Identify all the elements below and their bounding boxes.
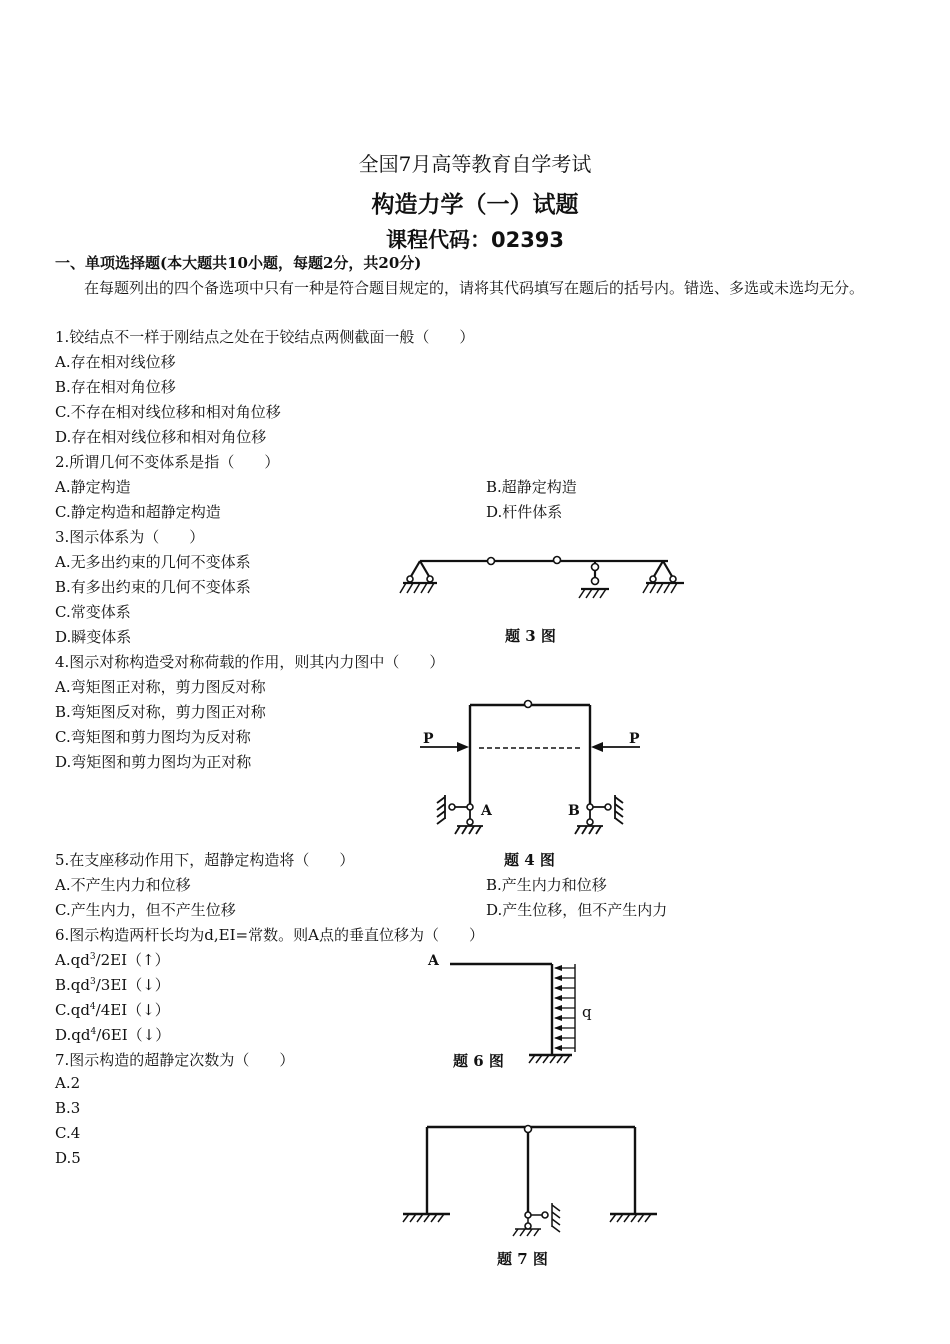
course-code: 课程代码：02393 xyxy=(385,228,565,252)
q7-stem: 7.图示构造的超静定次数为（ ） xyxy=(55,1051,295,1069)
figure-4-label-p-right: P xyxy=(629,731,640,747)
figure-7-diagram xyxy=(395,1120,665,1235)
section-instructions: 在每题列出的四个备选项中只有一种是符合题目规定的，请将其代码填写在题后的括号内。错选、多选或未选均无分。 xyxy=(84,279,865,297)
q2-option-d: D.杆件体系 xyxy=(486,503,563,521)
q7-option-d: D.5 xyxy=(55,1149,81,1167)
q3-option-d: D.瞬变体系 xyxy=(55,628,132,646)
figure-6-label-q: q xyxy=(582,1003,592,1021)
subject-title: 构造力学（一）试题 xyxy=(371,192,579,218)
figure-4-label-p-left: P xyxy=(423,731,434,747)
figure-4-label-b: B xyxy=(568,803,580,819)
figure-4-diagram xyxy=(415,695,655,840)
q4-option-c: C.弯矩图和剪力图均为反对称 xyxy=(55,728,251,746)
q3-option-b: B.有多出约束的几何不变体系 xyxy=(55,578,251,596)
q5-option-b: B.产生内力和位移 xyxy=(486,876,607,894)
figure-6-caption: 题 6 图 xyxy=(453,1052,504,1070)
q6-option-b: $B.qd^3/3EI(↓)$ xyxy=(55,976,170,994)
q3-stem: 3.图示体系为（ ） xyxy=(55,528,205,546)
q5-option-a: A.不产生内力和位移 xyxy=(55,876,191,894)
q6-option-a: $A.qd^3/2EI(↑)$ xyxy=(55,951,170,969)
q1-option-c: C.不存在相对线位移和相对角位移 xyxy=(55,403,281,421)
q5-stem: 5.在支座移动作用下，超静定构造将（ ） xyxy=(55,851,355,869)
q2-stem: 2.所谓几何不变体系是指（ ） xyxy=(55,453,280,471)
q6-stem: 6.图示构造两杆长均为d,EI=常数。则A点的垂直位移为（ ） xyxy=(55,926,484,944)
q6-option-d: $D.qd^4/6EI(↓)$ xyxy=(55,1026,171,1044)
q4-stem: 4.图示对称构造受对称荷载的作用，则其内力图中（ ） xyxy=(55,653,445,671)
exam-title: 全国7月高等教育自学考试 xyxy=(358,152,592,176)
section-heading: 一、单项选择题(本大题共10小题，每题2分，共20分) xyxy=(55,254,422,272)
figure-7-caption: 题 7 图 xyxy=(497,1250,548,1268)
figure-3-diagram xyxy=(395,545,695,605)
q4-option-d: D.弯矩图和剪力图均为正对称 xyxy=(55,753,252,771)
q2-option-b: B.超静定构造 xyxy=(486,478,577,496)
figure-4-label-a: A xyxy=(481,803,492,819)
q7-option-c: C.4 xyxy=(55,1124,81,1142)
q7-option-b: B.3 xyxy=(55,1099,81,1117)
figure-3-caption: 题 3 图 xyxy=(505,627,556,645)
figure-4-caption: 题 4 图 xyxy=(504,851,555,869)
q7-option-a: A.2 xyxy=(55,1074,81,1092)
q4-option-a: A.弯矩图正对称，剪力图反对称 xyxy=(55,678,266,696)
figure-6-diagram xyxy=(445,955,595,1065)
q6-option-c: $C.qd^4/4EI(↓)$ xyxy=(55,1001,170,1019)
q1-option-d: D.存在相对线位移和相对角位移 xyxy=(55,428,267,446)
q2-option-a: A.静定构造 xyxy=(55,478,131,496)
q5-option-c: C.产生内力，但不产生位移 xyxy=(55,901,236,919)
q1-option-b: B.存在相对角位移 xyxy=(55,378,176,396)
q1-stem: 1.铰结点不一样于刚结点之处在于铰结点两侧截面一般（ ） xyxy=(55,328,475,346)
q2-option-c: C.静定构造和超静定构造 xyxy=(55,503,221,521)
q5-option-d: D.产生位移，但不产生内力 xyxy=(486,901,668,919)
q3-option-c: C.常变体系 xyxy=(55,603,131,621)
q4-option-b: B.弯矩图反对称，剪力图正对称 xyxy=(55,703,266,721)
figure-6-label-a: A xyxy=(428,953,439,969)
q1-option-a: A.存在相对线位移 xyxy=(55,353,176,371)
q3-option-a: A.无多出约束的几何不变体系 xyxy=(55,553,251,571)
